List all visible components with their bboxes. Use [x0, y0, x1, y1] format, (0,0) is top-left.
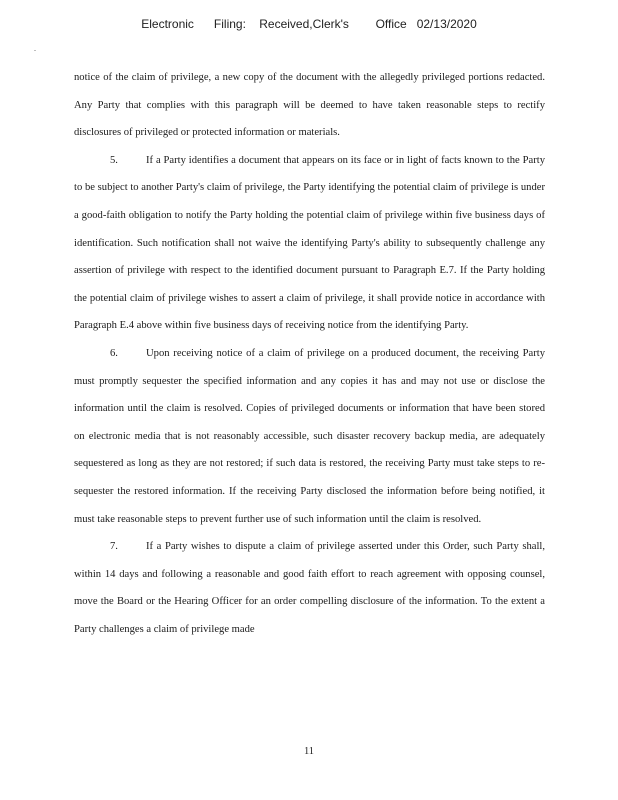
paragraph-text: notice of the claim of privilege, a new copy of the document with the allegedly privileged portions redacted. Any Party that complies with this paragraph will be deemed to have taken reasonable steps to rectify disclosures of privileged or protected information or materials.	[74, 72, 545, 139]
paragraph-number: 6.	[110, 347, 118, 359]
paragraph-text: Upon receiving notice of a claim of privilege on a produced document, the receiving Party must promptly sequester the specified information and any copies it has and may not use or disclose the information until the claim is resolved. Copies of privileged documents or information that have been stored on electronic media that is not reasonably accessible, such disaster recovery backup media, are adequately sequestered as long as they are not restored; if such data is restored, the receiving Party must take steps to re-sequester the restored information. If the receiving Party disclosed the information before being notified, it must take reasonable steps to prevent further use of such information until the claim is resolved.	[74, 347, 545, 525]
filing-stamp-header: Electronic Filing: Received,Clerk's Office 02/13/2020	[141, 17, 477, 31]
paragraph-number: 5.	[110, 154, 118, 166]
paragraph-number: 7.	[110, 541, 118, 553]
document-body	[74, 64, 545, 643]
paragraph-7	[74, 533, 545, 643]
page-number: 11	[303, 746, 315, 757]
paragraph-text: If a Party identifies a document that appears on its face or in light of facts known to the Party to be subject to another Party's claim of privilege, the Party identifying the potential claim of privilege is under a good-faith obligation to notify the Party holding the potential claim of privilege within five business days of identification. Such notification shall not waive the identifying Party's ability to subsequently challenge any assertion of privilege with respect to the identified document pursuant to Paragraph E.7. If the Party holding the potential claim of privilege wishes to assert a claim of privilege, it shall provide notice in accordance with Paragraph E.4 above within five business days of receiving notice from the identifying Party.	[74, 154, 545, 332]
paragraph-6	[74, 340, 545, 533]
paragraph-text: If a Party wishes to dispute a claim of privilege asserted under this Order, such Party shall, within 14 days and following a reasonable and good faith effort to reach agreement with opposing counsel, move the Board or the Hearing Officer for an order compelling disclosure of the information. To the extent a Party challenges a claim of privilege made	[74, 541, 545, 635]
stray-mark: .	[34, 44, 36, 53]
paragraph-continuation	[74, 64, 545, 147]
paragraph-5	[74, 147, 545, 340]
